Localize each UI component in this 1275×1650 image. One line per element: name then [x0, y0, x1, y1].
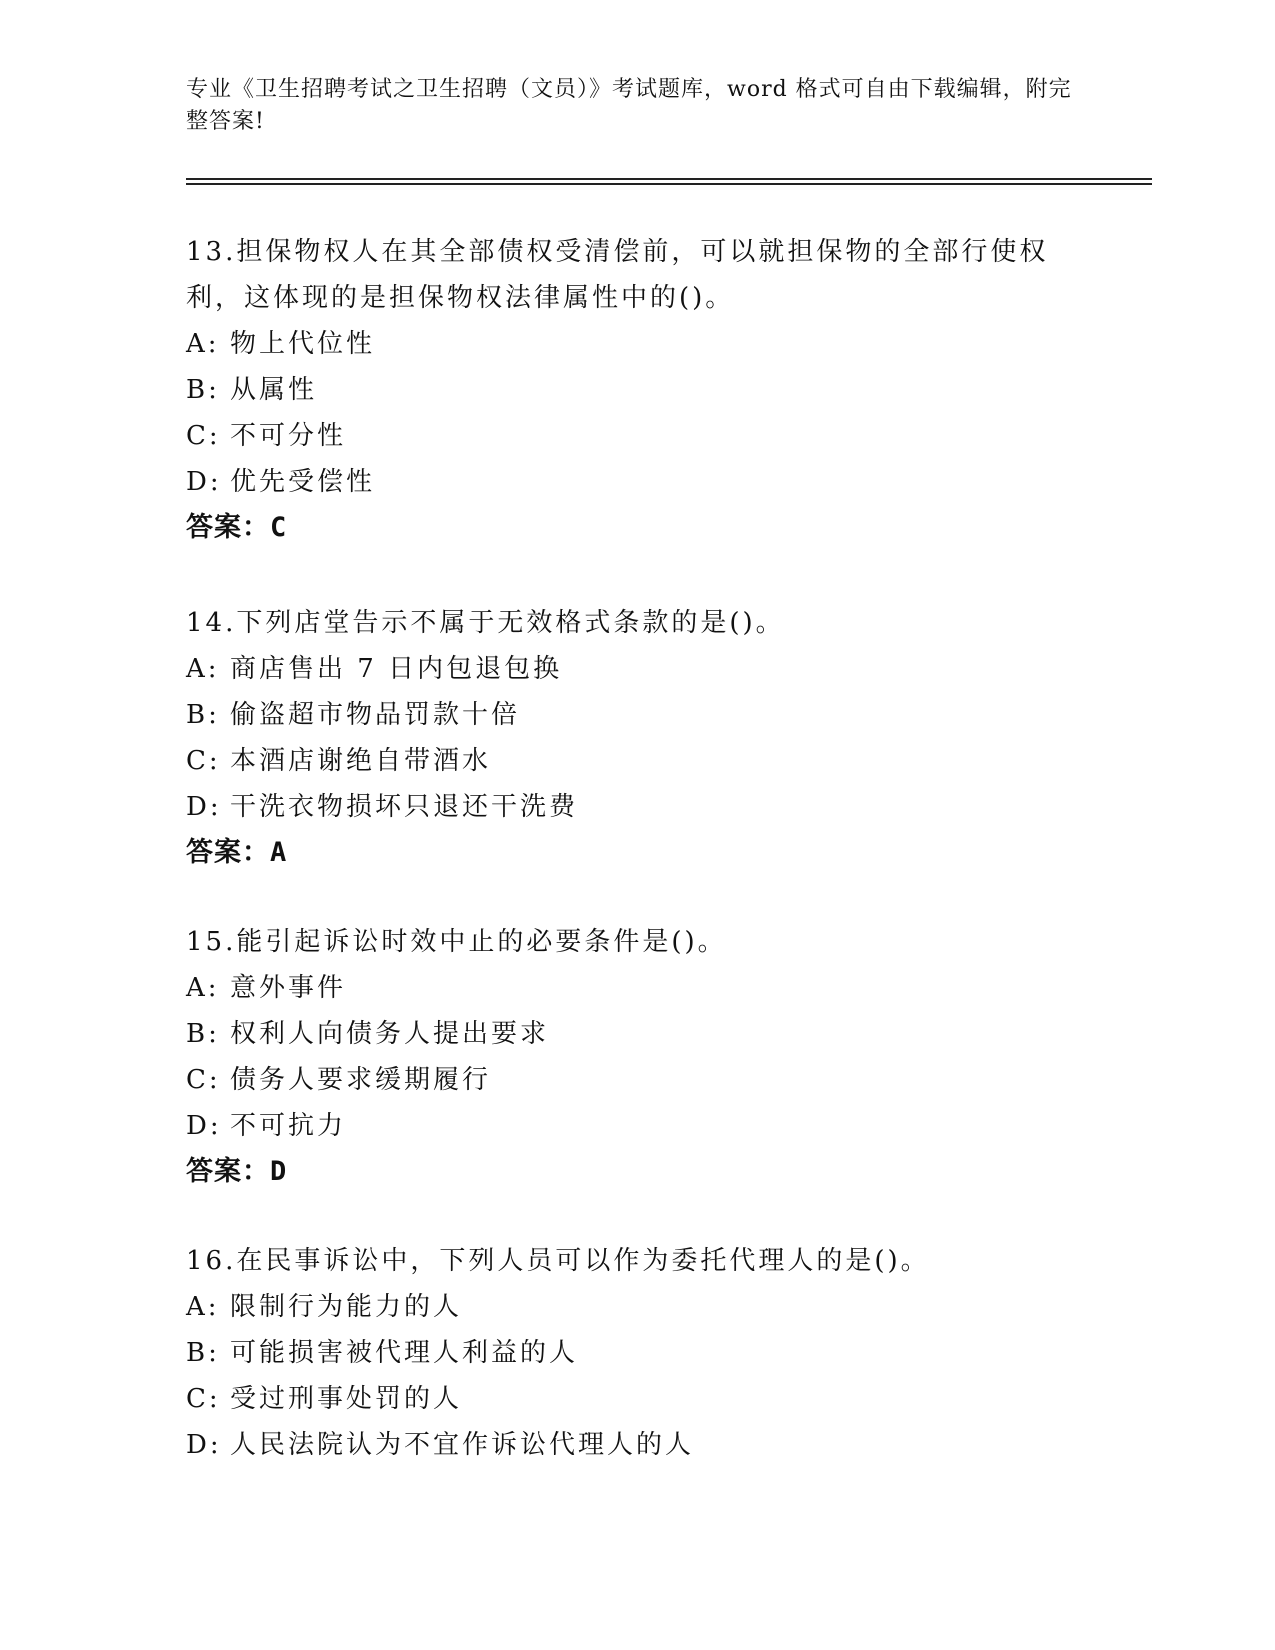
option-text: 不可抗力: [230, 1111, 347, 1141]
option-text: 限制行为能力的人: [230, 1292, 463, 1322]
option-label: C:: [186, 421, 221, 451]
option-text: 偷盗超市物品罚款十倍: [230, 700, 521, 730]
option-b: [186, 692, 1086, 738]
option-label: C:: [186, 1065, 221, 1095]
option-text: 意外事件: [230, 973, 347, 1003]
option-label: B:: [186, 1019, 220, 1049]
option-b: [186, 367, 1086, 413]
option-b: [186, 1011, 1086, 1057]
option-text: 本酒店谢绝自带酒水: [230, 746, 492, 776]
option-text: 物上代位性: [230, 329, 376, 359]
option-text: 可能损害被代理人利益的人: [230, 1338, 579, 1368]
option-d: [186, 459, 1086, 505]
option-text: 不可分性: [230, 421, 347, 451]
question-stem: 16.在民事诉讼中，下列人员可以作为委托代理人的是()。: [186, 1246, 930, 1276]
question-13: [186, 229, 1086, 551]
answer-value: A: [270, 837, 288, 868]
option-label: A:: [186, 973, 220, 1003]
option-c: [186, 1376, 1086, 1422]
option-b: [186, 1330, 1086, 1376]
option-text: 权利人向债务人提出要求: [230, 1019, 550, 1049]
divider-line-top: [186, 178, 1152, 180]
option-label: D:: [186, 1111, 222, 1141]
option-label: D:: [186, 792, 222, 822]
divider-line-bottom: [186, 183, 1152, 185]
option-label: A:: [186, 329, 220, 359]
answer-value: D: [270, 1156, 288, 1187]
answer-line: [186, 1149, 1086, 1195]
answer-value: C: [270, 512, 288, 543]
option-label: C:: [186, 746, 221, 776]
option-a: [186, 646, 1086, 692]
answer-label: 答案：: [186, 1156, 270, 1187]
option-d: [186, 1103, 1086, 1149]
question-15: [186, 919, 1086, 1195]
question-stem: 15.能引起诉讼时效中止的必要条件是()。: [186, 927, 727, 957]
question-16: [186, 1238, 1086, 1468]
option-text: 优先受偿性: [230, 467, 376, 497]
option-label: B:: [186, 1338, 220, 1368]
option-a: [186, 965, 1086, 1011]
option-label: D:: [186, 467, 222, 497]
option-text: 债务人要求缓期履行: [230, 1065, 492, 1095]
header-divider: [186, 178, 1152, 185]
option-text: 商店售出 7 日内包退包换: [230, 654, 563, 684]
option-text: 受过刑事处罚的人: [230, 1384, 463, 1414]
option-c: [186, 738, 1086, 784]
answer-line: [186, 505, 1086, 551]
option-c: [186, 1057, 1086, 1103]
option-a: [186, 321, 1086, 367]
option-label: A:: [186, 654, 220, 684]
option-text: 从属性: [230, 375, 318, 405]
option-label: D:: [186, 1430, 222, 1460]
option-label: A:: [186, 1292, 220, 1322]
option-d: [186, 1422, 1086, 1468]
option-label: C:: [186, 1384, 221, 1414]
option-text: 干洗衣物损坏只退还干洗费: [230, 792, 579, 822]
option-label: B:: [186, 700, 220, 730]
answer-label: 答案：: [186, 512, 270, 543]
option-text: 人民法院认为不宜作诉讼代理人的人: [230, 1430, 695, 1460]
question-stem: 14.下列店堂告示不属于无效格式条款的是()。: [186, 608, 785, 638]
answer-label: 答案：: [186, 837, 270, 868]
document-header: 专业《卫生招聘考试之卫生招聘（文员）》考试题库，word 格式可自由下载编辑，附完整答案!: [186, 77, 1072, 134]
question-stem: 13.担保物权人在其全部债权受清偿前，可以就担保物的全部行使权利，这体现的是担保物权法律属性中的()。: [186, 237, 1049, 313]
answer-line: [186, 830, 1086, 876]
option-d: [186, 784, 1086, 830]
question-14: [186, 600, 1086, 876]
option-c: [186, 413, 1086, 459]
option-a: [186, 1284, 1086, 1330]
option-label: B:: [186, 375, 220, 405]
